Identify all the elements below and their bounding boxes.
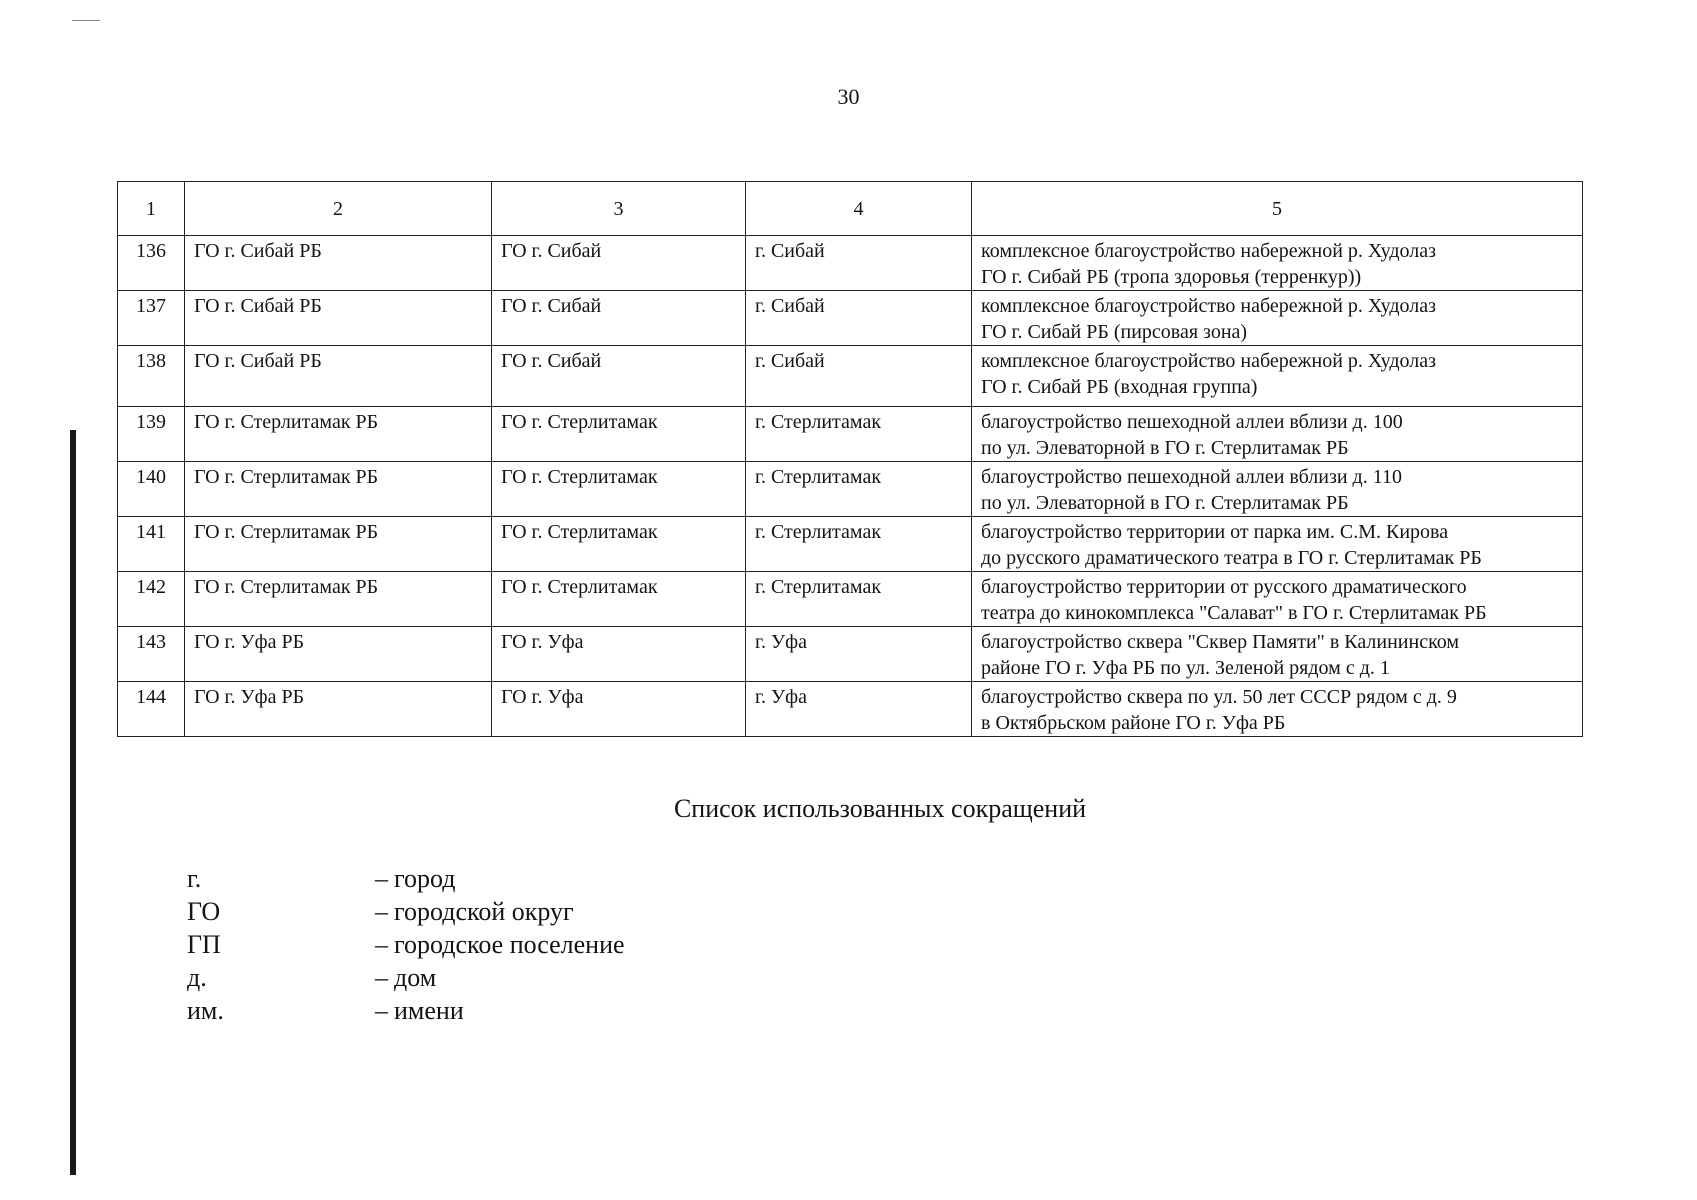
settlement-cell: ГО г. Сибай	[492, 346, 746, 407]
row-number: 144	[118, 682, 185, 737]
municipality-cell: ГО г. Сибай РБ	[185, 346, 492, 407]
settlement-cell: ГО г. Стерлитамак	[492, 462, 746, 517]
description-cell	[972, 572, 1583, 627]
row-number: 142	[118, 572, 185, 627]
scan-artifact-mark	[72, 20, 100, 21]
description-line: благоустройство территории от парка им. С.М. Кирова	[981, 521, 1449, 543]
objects-table	[117, 181, 1583, 737]
description-line: благоустройство сквера по ул. 50 лет СССР рядом с д. 9	[981, 686, 1457, 708]
abbreviation-key: г.	[187, 864, 202, 893]
table-row	[118, 346, 1583, 407]
row-number: 136	[118, 236, 185, 291]
description-cell	[972, 407, 1583, 462]
description-line: районе ГО г. Уфа РБ по ул. Зеленой рядом с д. 1	[981, 657, 1390, 679]
table-row	[118, 682, 1583, 737]
table-row	[118, 517, 1583, 572]
description-line: благоустройство сквера "Сквер Памяти" в Калининском	[981, 631, 1460, 653]
locality-cell: г. Сибай	[746, 346, 972, 407]
abbreviation-value: имени	[394, 996, 464, 1025]
locality-cell: г. Стерлитамак	[746, 462, 972, 517]
row-number: 141	[118, 517, 185, 572]
abbreviation-entry	[187, 895, 625, 928]
description-cell	[972, 462, 1583, 517]
locality-cell: г. Сибай	[746, 236, 972, 291]
municipality-cell: ГО г. Сибай РБ	[185, 236, 492, 291]
abbreviation-key: д.	[187, 963, 207, 992]
table-row	[118, 572, 1583, 627]
settlement-cell: ГО г. Сибай	[492, 291, 746, 346]
abbreviation-entry	[187, 862, 625, 895]
settlement-cell: ГО г. Стерлитамак	[492, 517, 746, 572]
settlement-cell: ГО г. Сибай	[492, 236, 746, 291]
column-header: 2	[185, 182, 492, 236]
description-line: комплексное благоустройство набережной р. Худолаз	[981, 350, 1436, 372]
column-header: 3	[492, 182, 746, 236]
abbreviation-value: городское поселение	[394, 930, 625, 959]
settlement-cell: ГО г. Стерлитамак	[492, 572, 746, 627]
municipality-cell: ГО г. Уфа РБ	[185, 682, 492, 737]
abbreviation-entry	[187, 928, 625, 961]
abbreviation-key: ГО	[187, 897, 221, 926]
abbreviations-title: Список использованных сокращений	[673, 794, 1087, 823]
description-cell	[972, 682, 1583, 737]
description-line: ГО г. Сибай РБ (тропа здоровья (терренкур))	[981, 266, 1362, 288]
description-line: благоустройство пешеходной аллеи вблизи д. 100	[981, 411, 1403, 433]
municipality-cell: ГО г. Стерлитамак РБ	[185, 572, 492, 627]
column-header: 4	[746, 182, 972, 236]
municipality-cell: ГО г. Стерлитамак РБ	[185, 517, 492, 572]
locality-cell: г. Стерлитамак	[746, 517, 972, 572]
row-number: 137	[118, 291, 185, 346]
locality-cell: г. Стерлитамак	[746, 407, 972, 462]
locality-cell: г. Уфа	[746, 682, 972, 737]
municipality-cell: ГО г. Сибай РБ	[185, 291, 492, 346]
locality-cell: г. Стерлитамак	[746, 572, 972, 627]
description-line: комплексное благоустройство набережной р. Худолаз	[981, 295, 1436, 317]
page-number: 30	[837, 84, 860, 109]
municipality-cell: ГО г. Стерлитамак РБ	[185, 407, 492, 462]
description-cell	[972, 346, 1583, 407]
settlement-cell: ГО г. Стерлитамак	[492, 407, 746, 462]
abbreviations-list	[187, 862, 625, 1027]
column-header: 1	[118, 182, 185, 236]
table-row	[118, 291, 1583, 346]
description-line: благоустройство территории от русского драматического	[981, 576, 1467, 598]
abbreviation-dash: –	[375, 930, 388, 959]
row-number: 138	[118, 346, 185, 407]
abbreviation-dash: –	[375, 963, 388, 992]
description-cell	[972, 236, 1583, 291]
abbreviation-key: ГП	[187, 930, 221, 959]
column-header: 5	[972, 182, 1583, 236]
abbreviation-entry	[187, 961, 625, 994]
description-line: ГО г. Сибай РБ (пирсовая зона)	[981, 321, 1248, 343]
description-cell	[972, 517, 1583, 572]
abbreviation-value: дом	[394, 963, 437, 992]
abbreviation-dash: –	[375, 897, 388, 926]
row-number: 140	[118, 462, 185, 517]
table-row	[118, 627, 1583, 682]
description-line: ГО г. Сибай РБ (входная группа)	[981, 376, 1258, 398]
table-row	[118, 407, 1583, 462]
description-line: в Октябрьском районе ГО г. Уфа РБ	[981, 712, 1286, 734]
abbreviation-entry	[187, 994, 625, 1027]
table-row	[118, 236, 1583, 291]
description-line: до русского драматического театра в ГО г. Стерлитамак РБ	[981, 547, 1482, 569]
description-line: благоустройство пешеходной аллеи вблизи д. 110	[981, 466, 1402, 488]
description-cell	[972, 291, 1583, 346]
abbreviation-value: город	[394, 864, 456, 893]
municipality-cell: ГО г. Стерлитамак РБ	[185, 462, 492, 517]
abbreviation-dash: –	[375, 864, 388, 893]
abbreviation-value: городской округ	[394, 897, 574, 926]
municipality-cell: ГО г. Уфа РБ	[185, 627, 492, 682]
description-cell	[972, 627, 1583, 682]
table-row	[118, 462, 1583, 517]
settlement-cell: ГО г. Уфа	[492, 627, 746, 682]
description-line: по ул. Элеваторной в ГО г. Стерлитамак РБ	[981, 437, 1349, 459]
description-line: театра до кинокомплекса "Салават" в ГО г. Стерлитамак РБ	[981, 602, 1487, 624]
description-line: по ул. Элеваторной в ГО г. Стерлитамак РБ	[981, 492, 1349, 514]
abbreviation-dash: –	[375, 996, 388, 1025]
table-header-row	[118, 182, 1583, 236]
row-number: 139	[118, 407, 185, 462]
settlement-cell: ГО г. Уфа	[492, 682, 746, 737]
abbreviation-key: им.	[187, 996, 224, 1025]
locality-cell: г. Сибай	[746, 291, 972, 346]
row-number: 143	[118, 627, 185, 682]
locality-cell: г. Уфа	[746, 627, 972, 682]
description-line: комплексное благоустройство набережной р. Худолаз	[981, 240, 1436, 262]
